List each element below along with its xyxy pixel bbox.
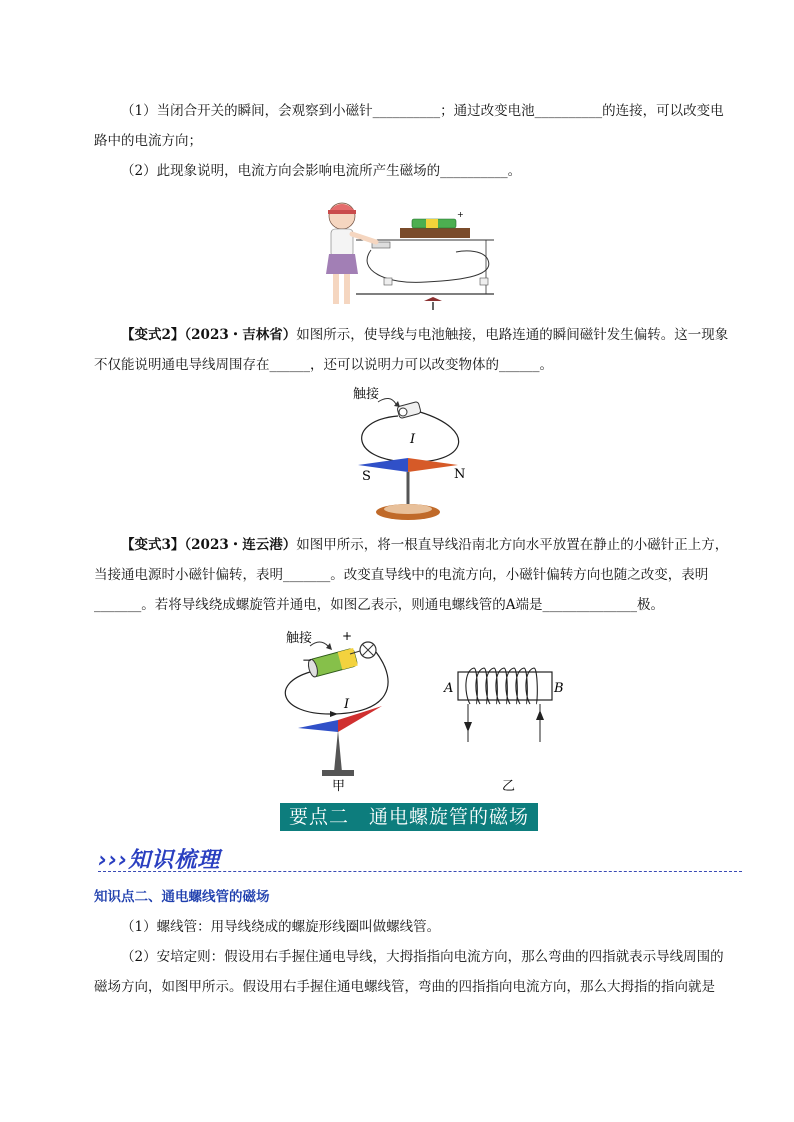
current-label: I: [410, 432, 416, 447]
variant-2-question: [94, 320, 734, 380]
figure-yi-solenoid: [442, 664, 572, 794]
caption-yi: 乙: [502, 779, 516, 794]
variant-2-tag: 【变式2】: [121, 327, 185, 343]
variant-2-source: （2023・吉林省）: [184, 327, 297, 343]
knowledge-item-1: （1）螺线管：用导线绕成的螺旋形线圈叫做螺线管。: [121, 919, 441, 935]
plus-label: +: [342, 629, 353, 643]
touch-compass-figure: [348, 380, 488, 526]
touch-label: 触接: [353, 387, 380, 402]
variant-3-source: （2023・连云港）: [184, 537, 297, 553]
section-banner: 要点二 通电螺旋管的磁场: [280, 803, 538, 831]
north-label: N: [454, 467, 466, 482]
variant-2-text: 如图所示，使导线与电池触接，电路连通的瞬间磁针发生偏转。这一现象不仅能说明通电导线周围存在______，还可以说明力可以改变物体的______。: [94, 327, 729, 373]
minus-label: −: [302, 653, 313, 667]
variant-3-text: 如图甲所示，将一根直导线沿南北方向水平放置在静止的小磁针正上方，当接通电源时小磁针偏转，表明_______。改变直导线中的电流方向，小磁针偏转方向也随之改变，表明_______。若将导线绕成螺旋管并通电，如图乙表示，则通电螺线管的A端是______________极。: [94, 537, 729, 613]
question-part-2: （2）此现象说明，电流方向会影响电流所产生磁场的__________。: [121, 163, 522, 179]
end-a-label: A: [444, 681, 454, 696]
figure-jia: [270, 624, 410, 794]
knowledge-point-title: 知识点二、通电螺线管的磁场: [94, 889, 270, 905]
header-divider: [98, 871, 742, 872]
south-label: S: [362, 469, 371, 484]
girl-circuit-figure: [316, 190, 496, 310]
svg-text:+: +: [457, 210, 464, 219]
variant-3-question: [94, 530, 734, 620]
variant-3-tag: 【变式3】: [121, 537, 185, 553]
question-part-1: （1）当闭合开关的瞬间，会观察到小磁针__________；通过改变电池__________的连接，可以改变电路中的电流方向；: [94, 103, 724, 149]
caption-jia: 甲: [332, 779, 346, 794]
end-b-label: B: [554, 681, 564, 696]
knowledge-item-2: （2）安培定则：假设用右手握住通电导线，大拇指指向电流方向，那么弯曲的四指就表示导线周围的磁场方向，如图甲所示。假设用右手握住通电螺线管，弯曲的四指指向电流方向，那么大拇指的指向就是: [94, 949, 724, 995]
jia-touch-label: 触接: [286, 631, 313, 646]
knowledge-header: ›››知识梳理: [98, 848, 221, 873]
jia-current-label: I: [344, 697, 350, 712]
